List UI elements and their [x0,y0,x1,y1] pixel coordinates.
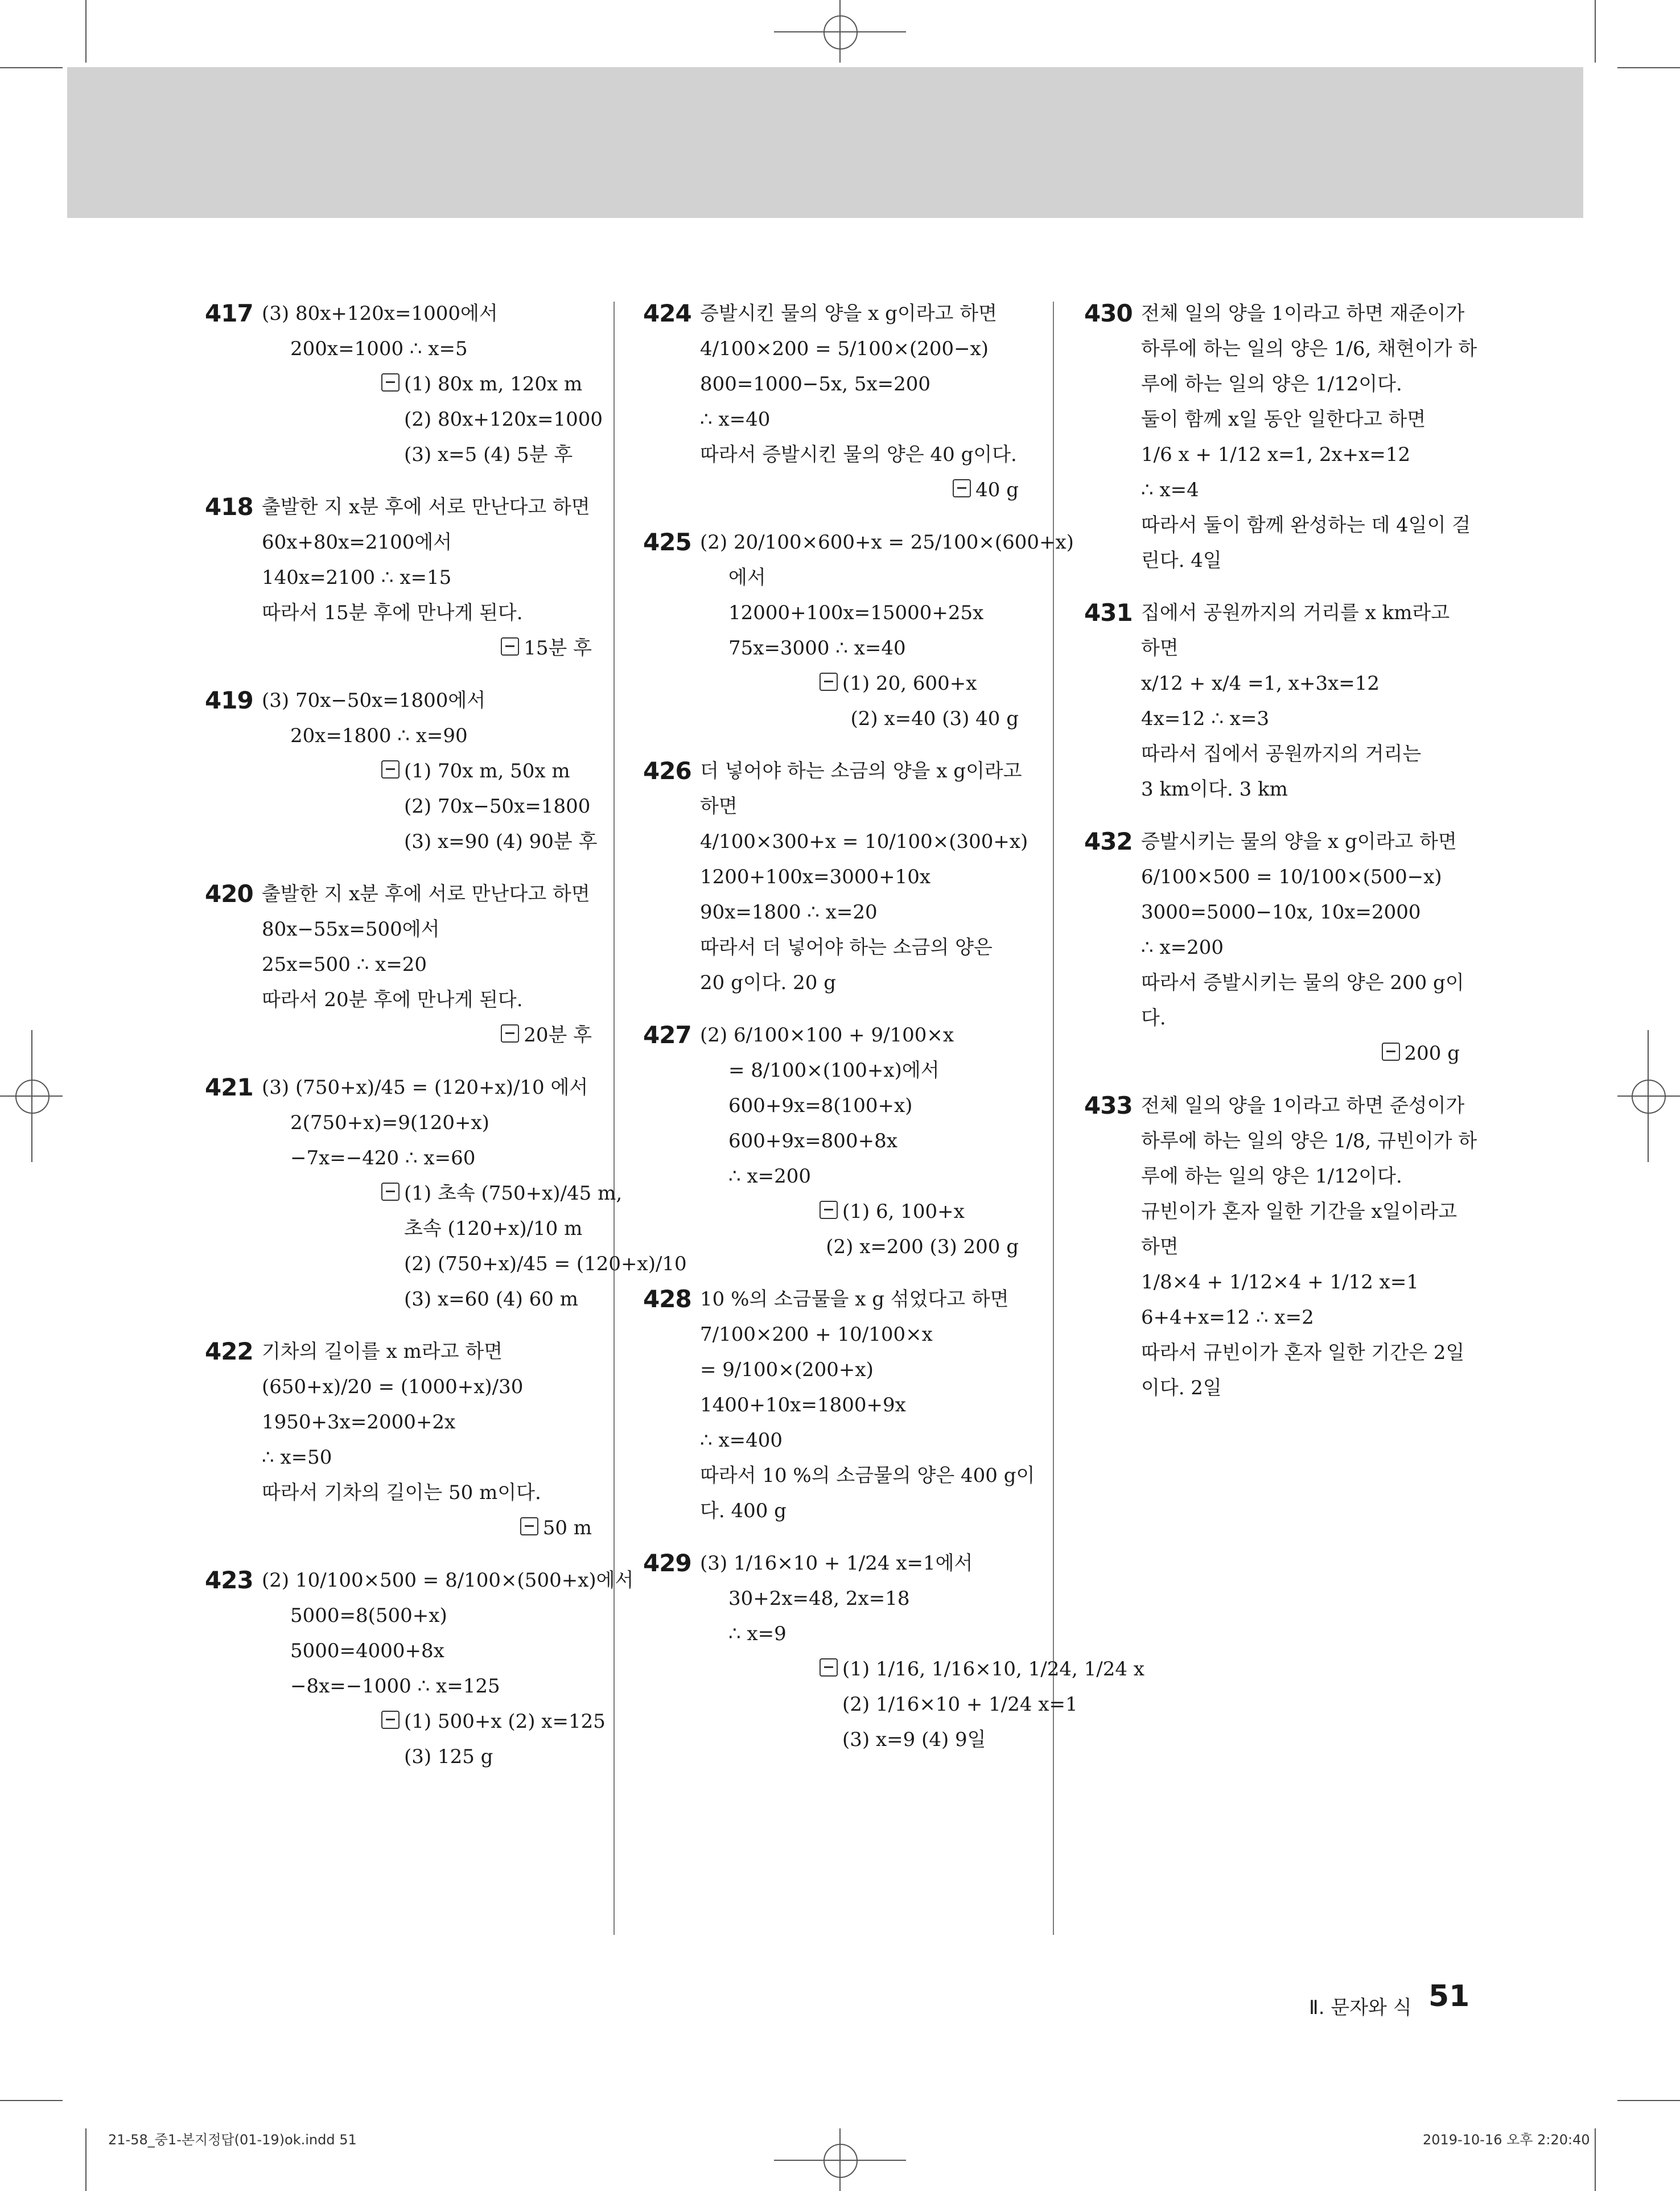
solution-line [1141,965,1464,1000]
solution-line [1141,736,1460,772]
problem-number: 426 [643,757,691,785]
line-text: 3 km이다. 3 km [1141,778,1288,801]
answer-badge-icon [501,1024,519,1043]
solution-line [262,1563,634,1598]
solution-line [262,1140,592,1176]
solution-line [262,1633,592,1669]
solution-line [1141,631,1460,666]
line-text: = 8/100×(100+x)에서 [728,1059,940,1082]
solution-line [262,1070,592,1105]
line-text: ∴ x=200 [1141,936,1224,959]
line-text: 600+9x=8(100+x) [728,1094,913,1117]
registration-circle [1632,1080,1666,1114]
answer-column-3 [1084,296,1477,1423]
line-text: 600+9x=800+8x [728,1130,897,1152]
line-text: ∴ x=4 [1141,479,1199,501]
line-text: 전체 일의 양을 1이라고 하면 재준이가 [1141,302,1465,325]
line-text: 10 %의 소금물을 x g 섞었다고 하면 [700,1288,1009,1311]
line-text: (3) x=9 (4) 9일 [842,1728,986,1751]
answer-line [262,1176,623,1211]
answer-badge-icon [520,1517,538,1535]
line-text: 둘이 함께 x일 동안 일한다고 하면 [1141,408,1426,431]
solution-line [700,331,1019,366]
solution-line [700,1616,1019,1652]
answer-line [1141,1036,1460,1071]
solution-line [1141,1088,1465,1123]
solution-line [262,1105,592,1140]
solution-line [262,1211,592,1246]
line-text: (2) 1/16×10 + 1/24 x=1 [842,1693,1078,1716]
line-text: 20x=1800 ∴ x=90 [290,724,468,747]
crop-mark [0,2100,63,2101]
problem-number: 423 [205,1566,253,1594]
solution-line [700,1282,1019,1317]
problem-427 [643,1018,1019,1265]
problem-number: 427 [643,1021,691,1049]
solution-line [262,296,592,331]
answer-badge-icon [381,760,400,779]
solution-line [262,789,592,824]
line-text: 따라서 20분 후에 만나게 된다. [262,989,523,1011]
answer-badge-icon [820,1658,838,1677]
line-text: 이다. 2일 [1141,1377,1222,1399]
line-text: ∴ x=50 [262,1446,332,1469]
line-text: −7x=−420 ∴ x=60 [290,1147,476,1169]
solution-line [1141,472,1460,508]
solution-line [1141,1123,1477,1159]
answer-badge-icon [381,1711,400,1729]
solution-line [1141,331,1477,366]
registration-circle [823,2144,858,2178]
problem-423 [205,1563,634,1774]
problem-426 [643,753,1028,1000]
solution-line [700,1053,1019,1088]
answer-line [700,1194,1019,1229]
solution-line [262,1739,592,1774]
solution-line [700,930,1019,965]
line-text: (3) x=60 (4) 60 m [404,1288,578,1311]
line-text: 1/6 x + 1/12 x=1, 2x+x=12 [1141,443,1411,466]
solution-line [262,683,592,718]
answer-line [700,666,1019,701]
chapter-label: Ⅱ. 문자와 식 [1309,1996,1412,2019]
solution-line [1141,1265,1460,1300]
problem-431 [1084,595,1460,807]
solution-line [1141,895,1460,930]
line-text: 증발시킨 물의 양을 x g이라고 하면 [700,302,997,325]
line-text: 따라서 15분 후에 만나게 된다. [262,602,523,624]
line-text: 200 g [1404,1042,1460,1065]
solution-line [262,560,592,595]
problem-number: 425 [643,528,691,556]
problem-number: 420 [205,880,253,908]
answer-line [262,1704,606,1739]
solution-line [700,753,1022,789]
line-text: 25x=500 ∴ x=20 [262,953,427,976]
line-text: 따라서 집에서 공원까지의 거리는 [1141,743,1422,765]
crop-mark [85,0,87,63]
problem-422 [205,1334,592,1546]
line-text: (3) 125 g [404,1745,493,1768]
solution-line [262,1405,592,1440]
problem-418 [205,489,592,666]
crop-mark [1595,2128,1596,2191]
problem-number: 430 [1084,299,1133,327]
problem-number: 432 [1084,827,1133,855]
problem-420 [205,876,592,1053]
crop-mark [0,67,63,68]
answer-line [1141,772,1460,807]
line-text: 증발시키는 물의 양을 x g이라고 하면 [1141,830,1457,853]
answer-badge-icon [501,637,519,656]
solution-line [262,947,592,982]
line-text: (650+x)/20 = (1000+x)/30 [262,1375,524,1398]
line-text: 기차의 길이를 x m라고 하면 [262,1340,503,1363]
solution-line [1141,437,1460,472]
line-text: (2) x=200 (3) 200 g [826,1235,1019,1258]
solution-line [262,525,592,560]
line-text: (1) 70x m, 50x m [404,760,570,782]
solution-line [700,1546,1019,1581]
solution-line [1141,296,1465,331]
line-text: 90x=1800 ∴ x=20 [700,901,878,924]
problem-number: 417 [205,299,253,327]
solution-line [262,331,592,366]
problem-number: 428 [643,1285,691,1313]
header-band [67,67,1583,218]
solution-line [262,1334,592,1369]
line-text: −8x=−1000 ∴ x=125 [290,1675,500,1698]
solution-line [700,631,1019,666]
solution-line [700,366,1019,402]
line-text: (3) x=90 (4) 90분 후 [404,830,598,853]
line-text: ∴ x=9 [728,1622,787,1645]
answer-line [262,366,592,402]
line-text: ∴ x=400 [700,1429,783,1452]
solution-line [1141,366,1460,402]
line-text: 50 m [542,1517,592,1539]
line-text: (2) 6/100×100 + 9/100×x [700,1024,954,1047]
line-text: (1) 500+x (2) x=125 [404,1710,606,1733]
crop-mark [1617,67,1680,68]
solution-line [700,859,1019,895]
solution-line [1141,402,1460,437]
crop-mark [1617,2100,1680,2101]
line-text: 루에 하는 일의 양은 1/12이다. [1141,1165,1402,1188]
solution-line [1141,1229,1460,1265]
solution-line [700,1387,1019,1423]
solution-line [700,1581,1019,1616]
line-text: 40 g [975,479,1019,501]
line-text: 140x=2100 ∴ x=15 [262,566,452,589]
line-text: 하루에 하는 일의 양은 1/6, 채현이가 하 [1141,337,1477,360]
solution-line [700,1123,1019,1159]
line-text: = 9/100×(200+x) [700,1358,874,1381]
solution-line [1141,666,1460,701]
line-text: (2) 10/100×500 = 8/100×(500+x)에서 [262,1569,634,1592]
line-text: 하면 [1141,1235,1179,1258]
problem-number: 422 [205,1337,253,1365]
answer-badge-icon [1382,1043,1400,1061]
answer-line [700,965,1019,1000]
line-text: 규빈이가 혼자 일한 기간을 x일이라고 [1141,1200,1457,1223]
answer-line [262,631,592,666]
solution-line [700,895,1019,930]
line-text: 하면 [1141,637,1179,660]
line-text: (1) 1/16, 1/16×10, 1/24, 1/24 x [842,1658,1144,1681]
line-text: 따라서 더 넣어야 하는 소금의 양은 [700,936,993,959]
solution-line [1141,930,1460,965]
solution-line [262,912,592,947]
answer-line [700,1493,1019,1529]
line-text: 전체 일의 양을 1이라고 하면 준성이가 [1141,1094,1465,1117]
answer-badge-icon [953,479,971,497]
line-text: 60x+80x=2100에서 [262,531,452,554]
solution-line [700,1458,1035,1493]
line-text: 80x−55x=500에서 [262,918,440,941]
line-text: ∴ x=200 [728,1165,811,1188]
solution-line [700,595,1019,631]
solution-line [262,595,592,631]
line-text: 75x=3000 ∴ x=40 [728,637,906,660]
line-text: (2) 20/100×600+x = 25/100×(600+x) [700,531,1074,554]
solution-line [262,489,592,525]
line-text: (1) 20, 600+x [842,672,977,695]
answer-line [1141,1370,1460,1406]
problem-number: 431 [1084,599,1133,627]
line-text: 루에 하는 일의 양은 1/12이다. [1141,373,1402,396]
line-text: (1) 초속 (750+x)/45 m, [404,1182,623,1205]
column-divider [613,302,615,1935]
solution-line [700,1088,1019,1123]
answer-badge-icon [820,1201,838,1219]
line-text: 다. 400 g [700,1500,787,1522]
line-text: 다. [1141,1007,1166,1029]
answer-badge-icon [381,373,400,392]
line-text: 4x=12 ∴ x=3 [1141,707,1270,730]
problem-430 [1084,296,1477,578]
problem-number: 433 [1084,1092,1133,1119]
solution-line [1141,595,1460,631]
solution-line [700,824,1028,859]
line-text: 초속 (120+x)/10 m [404,1217,583,1240]
line-text: (3) 1/16×10 + 1/24 x=1에서 [700,1552,973,1575]
line-text: (1) 6, 100+x [842,1200,965,1223]
line-text: 4/100×300+x = 10/100×(300+x) [700,830,1028,853]
solution-line [1141,824,1460,859]
solution-line [262,982,592,1018]
registration-circle [823,15,858,50]
line-text: 집에서 공원까지의 거리를 x km라고 [1141,602,1450,624]
line-text: 5000=8(500+x) [290,1604,447,1627]
solution-line [1141,1159,1460,1194]
solution-line [262,402,603,437]
answer-line [262,1510,592,1546]
solution-line [262,1282,592,1317]
print-slug-file: 21-58_중1-본지정답(01-19)ok.indd 51 [108,2132,357,2148]
registration-circle [15,1080,50,1114]
line-text: 에서 [728,566,766,589]
solution-line [1141,1335,1465,1370]
answer-line [262,1018,592,1053]
crop-mark [1595,0,1596,63]
line-text: x/12 + x/4 =1, x+3x=12 [1141,672,1380,695]
line-text: 따라서 10 %의 소금물의 양은 400 g이 [700,1464,1035,1487]
answer-badge-icon [820,673,838,691]
line-text: (2) 70x−50x=1800 [404,795,591,818]
line-text: 따라서 기차의 길이는 50 m이다. [262,1481,541,1504]
problem-432 [1084,824,1464,1071]
line-text: (1) 80x m, 120x m [404,373,583,396]
solution-line [700,525,1074,560]
solution-line [262,437,592,472]
solution-line [700,1423,1019,1458]
line-text: 1950+3x=2000+2x [262,1411,456,1434]
problem-419 [205,683,598,859]
line-text: 하루에 하는 일의 양은 1/8, 규빈이가 하 [1141,1130,1477,1152]
problem-429 [643,1546,1144,1757]
solution-line [700,1018,1019,1053]
line-text: 30+2x=48, 2x=18 [728,1587,910,1610]
problem-433 [1084,1088,1477,1406]
line-text: 1400+10x=1800+9x [700,1394,906,1416]
line-text: 2(750+x)=9(120+x) [290,1111,489,1134]
solution-line [1141,701,1460,736]
line-text: 1200+100x=3000+10x [700,866,931,888]
problem-424 [643,296,1019,508]
solution-line [1141,508,1471,543]
line-text: 따라서 둘이 함께 완성하는 데 4일이 걸 [1141,514,1471,537]
line-text: (3) (750+x)/45 = (120+x)/10 에서 [262,1076,588,1099]
line-text: (3) x=5 (4) 5분 후 [404,443,573,466]
solution-line [700,789,1019,824]
line-text: 따라서 규빈이가 혼자 일한 기간은 2일 [1141,1341,1465,1364]
solution-line [700,560,1019,595]
solution-line [262,1669,592,1704]
line-text: 20분 후 [524,1024,592,1047]
line-text: 더 넣어야 하는 소금의 양을 x g이라고 [700,760,1022,782]
line-text: 200x=1000 ∴ x=5 [290,337,468,360]
line-text: 6+4+x=12 ∴ x=2 [1141,1306,1314,1329]
line-text: 3000=5000−10x, 10x=2000 [1141,901,1421,924]
line-text: 6/100×500 = 10/100×(500−x) [1141,866,1442,888]
problem-number: 424 [643,299,691,327]
crop-mark [85,2128,87,2191]
solution-line [262,1369,592,1405]
solution-line [262,876,592,912]
answer-line [1141,543,1460,578]
solution-line [1141,1000,1460,1036]
problem-number: 421 [205,1073,253,1101]
solution-line [700,1317,1019,1352]
problem-number: 418 [205,493,253,521]
solution-line [700,402,1019,437]
print-slug-date: 2019-10-16 오후 2:20:40 [1423,2132,1590,2148]
solution-line [1141,1194,1460,1229]
line-text: (2) x=40 (3) 40 g [850,707,1019,730]
solution-line [262,1475,592,1510]
solution-line [700,1159,1019,1194]
solution-line [700,701,1019,736]
solution-line [700,437,1019,472]
line-text: 20 g이다. 20 g [700,971,836,994]
solution-line [700,1687,1078,1722]
line-text: 출발한 지 x분 후에 서로 만난다고 하면 [262,496,590,518]
line-text: 5000=4000+8x [290,1640,444,1662]
problem-number: 429 [643,1549,691,1577]
line-text: 따라서 증발시킨 물의 양은 40 g이다. [700,443,1017,466]
problem-number: 419 [205,686,253,714]
solution-line [1141,1300,1460,1335]
solution-line [700,296,1019,331]
line-text: (2) 80x+120x=1000 [404,408,603,431]
solution-line [1141,859,1460,895]
line-text: 800=1000−5x, 5x=200 [700,373,931,396]
answer-line [262,753,592,789]
problem-417 [205,296,603,472]
line-text: 따라서 증발시키는 물의 양은 200 g이 [1141,971,1464,994]
problem-428 [643,1282,1035,1529]
line-text: 하면 [700,795,738,818]
answer-badge-icon [381,1183,400,1201]
solution-line [262,718,592,753]
line-text: 린다. 4일 [1141,549,1222,572]
line-text: 15분 후 [524,637,592,660]
solution-line [262,1246,687,1282]
solution-line [262,1598,592,1633]
answer-line [700,1652,1144,1687]
line-text: 1/8×4 + 1/12×4 + 1/12 x=1 [1141,1271,1419,1294]
line-text: (3) 80x+120x=1000에서 [262,302,498,325]
solution-line [700,1722,1019,1757]
answer-line [700,472,1019,508]
solution-line [700,1229,1019,1265]
line-text: (3) 70x−50x=1800에서 [262,689,486,712]
solution-line [262,824,598,859]
line-text: 출발한 지 x분 후에 서로 만난다고 하면 [262,883,590,905]
problem-425 [643,525,1074,736]
line-text: ∴ x=40 [700,408,771,431]
page-number: 51 [1428,1979,1470,2013]
line-text: (2) (750+x)/45 = (120+x)/10 [404,1253,687,1275]
solution-line [262,1440,592,1475]
line-text: 12000+100x=15000+25x [728,602,984,624]
line-text: 7/100×200 + 10/100×x [700,1323,933,1346]
solution-line [700,1352,1019,1387]
line-text: 4/100×200 = 5/100×(200−x) [700,337,989,360]
